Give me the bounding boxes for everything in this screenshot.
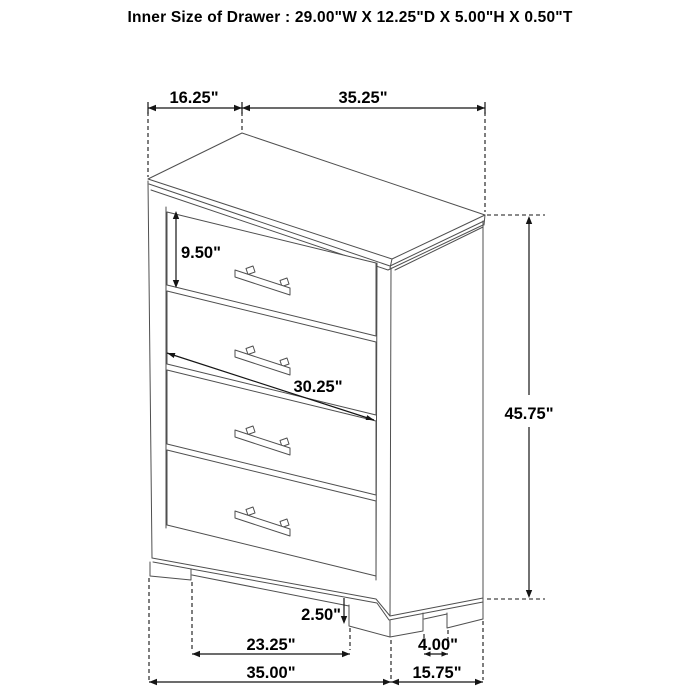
dim-front-leg-gap-label: 23.25" xyxy=(246,636,296,654)
dim-leg-height xyxy=(301,598,347,624)
dim-top-drawer-height-label: 9.50" xyxy=(181,244,221,262)
chest-base-legs xyxy=(150,562,483,637)
dim-top-width-label: 35.25" xyxy=(338,89,388,107)
dim-overall-width-label: 35.00" xyxy=(246,664,296,682)
dim-overall-height-label: 45.75" xyxy=(504,405,554,423)
dim-leg-height-label: 2.50" xyxy=(301,606,341,624)
page-title: Inner Size of Drawer : 29.00"W X 12.25"D X 5.00"H X 0.50"T xyxy=(127,9,573,26)
dim-side-leg-gap-label: 4.00" xyxy=(418,636,458,654)
dim-overall-depth-label: 15.75" xyxy=(412,664,462,682)
dim-side-leg-gap xyxy=(418,630,458,657)
dim-overall-height xyxy=(487,215,554,599)
dim-overall-width-depth xyxy=(149,578,483,685)
drawer-fronts xyxy=(167,212,376,576)
dim-inner-width-label: 30.25" xyxy=(293,378,343,396)
dim-top-depth-label: 16.25" xyxy=(169,89,219,107)
